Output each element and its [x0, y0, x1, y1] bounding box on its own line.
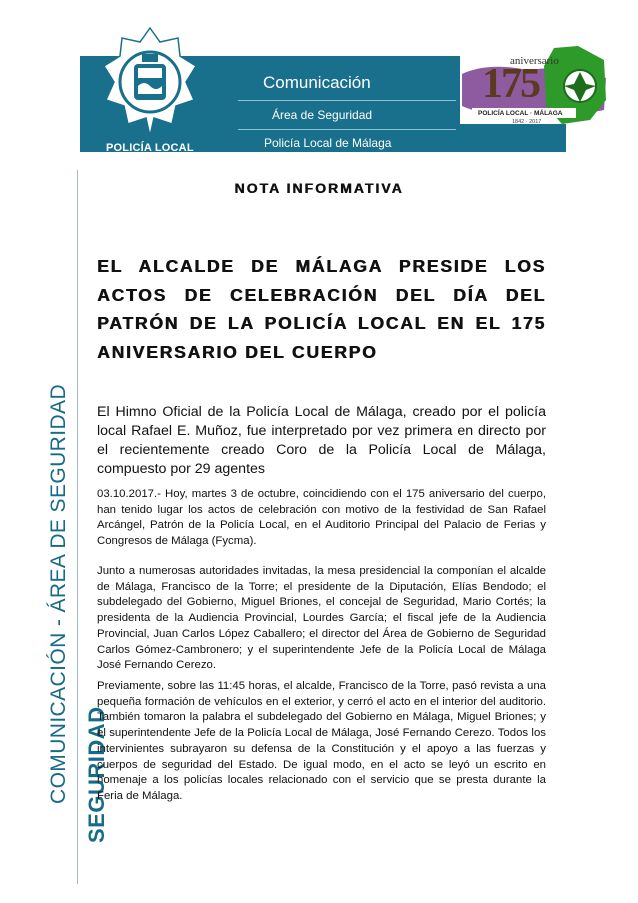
nota-informativa-label: NOTA INFORMATIVA — [234, 180, 404, 196]
headline: EL ALCALDE DE MÁLAGA PRESIDE LOS ACTOS DE CELEBRACIÓN DEL DÍA DEL PATRÓN DE LA POLICÍA LOCAL EN EL 175 ANIVERSARIO DEL CUERPO — [97, 256, 546, 362]
body-paragraph: Previamente, sobre las 11:45 horas, el alcalde, Francisco de la Torre, pasó revista a una pequeña formación de vehículos en el exterior, y cerró el acto en el interior del auditorio. También tomaron la palabra el subdelegado del Gobierno en Málaga, Miguel Briones; y el superintendente Jefe de la Policía Local de Málaga, José Fernando Cerezo. Todos los intervinientes subrayaron su defensa de la Constitución y el apoyo a las fuerzas y cuerpos de seguridad del Estado. De igual modo, en el acto se leyó un escrito en homenaje a los policías locales relacionado con el servicio que se presta durante la Feria de Málaga. — [97, 680, 546, 802]
header-divider — [238, 100, 456, 101]
police-badge-logo — [100, 24, 200, 160]
header-divider — [238, 129, 456, 130]
header-policia: Policía Local de Málaga — [264, 136, 392, 150]
body-paragraph: 03.10.2017.- Hoy, martes 3 de octubre, coincidiendo con el 175 aniversario del cuerpo, han tenido lugar los actos de celebración con motivo de la festividad de San Rafael Arcángel, Patrón de la Policía Local, en el Auditorio Principal del Palacio de Ferias y Congresos de Málaga (Fycma). — [97, 488, 546, 548]
anniversary-word: aniversario — [510, 55, 559, 67]
lead-paragraph: El Himno Oficial de la Policía Local de Málaga, creado por el policía local Rafael E. Muñoz, fue interpretado por vez primera en directo por el recientemente creado Coro de la Policía Local de Málaga, compuesto por 29 agentes — [97, 404, 546, 477]
header-title: Comunicación — [263, 73, 371, 92]
anniversary-subtitle: POLICÍA LOCAL · MÁLAGA — [478, 110, 563, 117]
anniversary-number: 175 — [482, 61, 539, 107]
side-rule — [77, 170, 78, 884]
side-label-seguridad: SEGURIDAD — [84, 706, 109, 843]
body-paragraph: Junto a numerosas autoridades invitadas, la mesa presidencial la componían el alcalde de Málaga, Francisco de la Torre; el presidente de la Diputación, Elías Bendodo; el subdelegado del Gobierno, Miguel Briones, el concejal de Seguridad, Mario Cortés; la presidenta de la Audiencia Provincial, Lourdes García; el fiscal jefe de la Audiencia Provincial, Juan Carlos López Caballero; el director del Área de Gobierno de Seguridad Carlos Gómez-Cambronero; y el superintendente Jefe de la Policía Local de Málaga José Fernando Cerezo. — [97, 565, 546, 672]
side-label-comunicacion: COMUNICACIÓN - ÁREA DE SEGURIDAD — [47, 383, 70, 804]
header-area: Área de Seguridad — [272, 108, 373, 122]
badge-label: POLICÍA LOCAL — [106, 142, 194, 154]
anniversary-years: 1842 · 2017 — [512, 119, 542, 125]
